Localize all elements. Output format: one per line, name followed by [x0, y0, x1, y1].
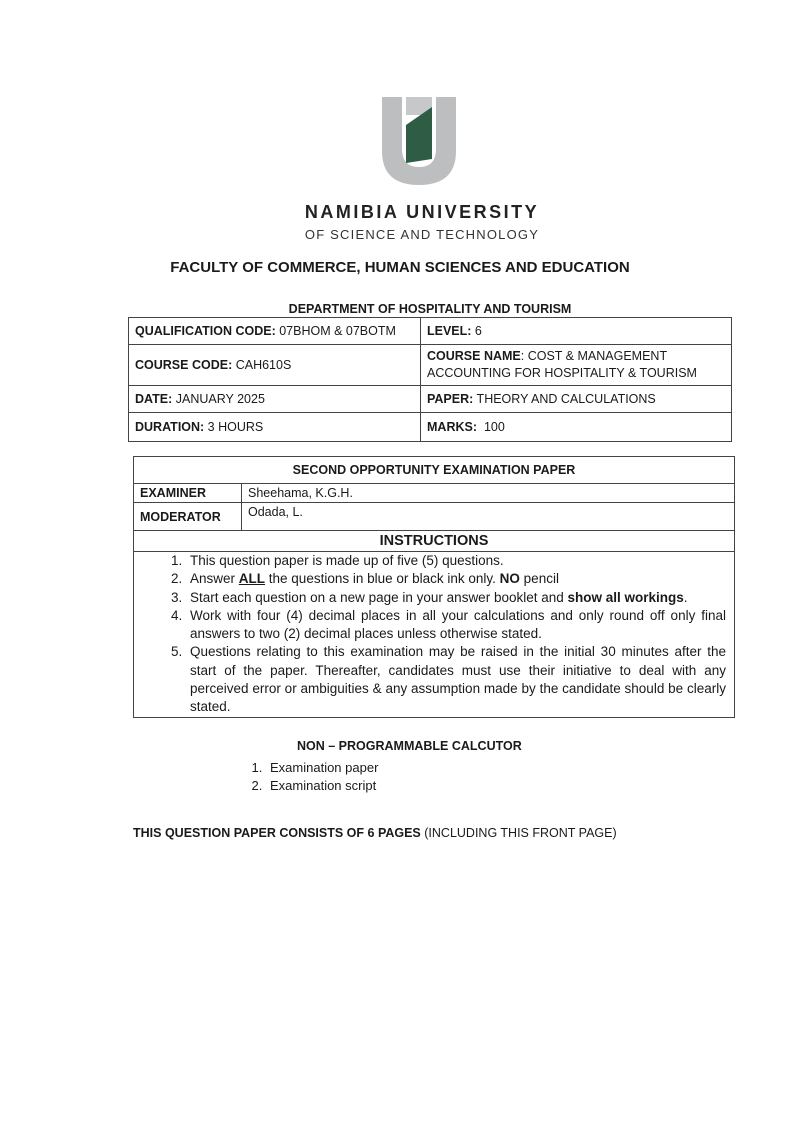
qualification-value: 07BHOM & 07BOTM	[275, 324, 396, 338]
qualification-cell	[129, 318, 421, 345]
duration-label: DURATION:	[135, 420, 205, 434]
calculator-note: NON – PROGRAMMABLE CALCUTOR	[297, 739, 522, 753]
examiner-value: Sheehama, K.G.H.	[242, 484, 735, 503]
university-name: NAMIBIA UNIVERSITY	[304, 202, 540, 222]
course-name-cell	[421, 345, 732, 386]
paper-label: PAPER:	[427, 392, 474, 406]
shield-logo-icon	[376, 93, 462, 189]
instruction-item: 4. Work with four (4) decimal places in all your calculations and only round off only final answers to two (2) decimal places unless otherwise stated.	[186, 607, 726, 644]
level-label: LEVEL:	[427, 324, 472, 338]
date-label: DATE:	[135, 392, 173, 406]
level-cell	[421, 318, 732, 345]
qualification-label: QUALIFICATION CODE:	[135, 324, 276, 338]
date-cell	[129, 386, 421, 413]
course-code-label: COURSE CODE:	[135, 357, 233, 372]
paper-cell	[421, 386, 732, 413]
page-count-note	[133, 826, 617, 840]
instruction-text: the questions in blue or black ink only.	[265, 571, 500, 587]
instructions-heading: INSTRUCTIONS	[134, 531, 735, 552]
department-heading: DEPARTMENT OF HOSPITALITY AND TOURISM	[288, 302, 572, 316]
instruction-item	[186, 570, 726, 588]
instruction-text: Answer	[190, 571, 239, 587]
instruction-item	[186, 589, 726, 607]
course-code-cell	[129, 345, 421, 386]
instruction-text: pencil	[519, 571, 559, 587]
instruction-text: Start each question on a new page in your answer booklet and	[190, 589, 568, 605]
instruction-emphasis: NO	[499, 571, 520, 587]
course-name-label: COURSE NAME	[427, 349, 521, 363]
marks-label: MARKS:	[427, 420, 477, 434]
material-item: 1. Examination paper	[266, 759, 378, 777]
paper-value: THEORY AND CALCULATIONS	[473, 392, 656, 406]
page-count-bold: THIS QUESTION PAPER CONSISTS OF 6 PAGES	[133, 826, 421, 840]
university-subtitle: OF SCIENCE AND TECHNOLOGY	[304, 227, 540, 242]
course-code-value: CAH610S	[232, 357, 292, 372]
date-value: JANUARY 2025	[172, 392, 265, 406]
course-name-value: : COST & MANAGEMENT ACCOUNTING FOR HOSPITALITY & TOURISM	[427, 349, 697, 380]
duration-cell	[129, 413, 421, 442]
exam-title: SECOND OPPORTUNITY EXAMINATION PAPER	[134, 457, 735, 484]
marks-value: 100	[477, 420, 505, 434]
level-value: 6	[471, 324, 482, 338]
duration-value: 3 HOURS	[204, 420, 264, 434]
university-logo	[376, 93, 462, 189]
instructions-list	[160, 552, 726, 717]
course-details-table	[128, 317, 732, 442]
page-count-normal: (INCLUDING THIS FRONT PAGE)	[420, 826, 617, 840]
marks-cell	[421, 413, 732, 442]
moderator-label: MODERATOR	[134, 503, 242, 531]
exam-info-table	[133, 456, 735, 718]
instruction-item: 1. This question paper is made up of five (5) questions.	[186, 552, 726, 570]
instruction-emphasis: show all workings	[567, 589, 684, 605]
material-item: 2. Examination script	[266, 777, 378, 795]
moderator-value: Odada, L.	[242, 503, 735, 531]
instruction-text: .	[683, 589, 688, 605]
examiner-label: EXAMINER	[134, 484, 242, 503]
faculty-heading: FACULTY OF COMMERCE, HUMAN SCIENCES AND EDUCATION	[170, 259, 630, 276]
instruction-item: 5. Questions relating to this examination may be raised in the initial 30 minutes after the start of the paper. Thereafter, candidates must use their initiative to deal with any perceived error or ambiguities & any assumption made by the candidate should be clearly stated.	[186, 643, 726, 716]
instructions-cell	[134, 552, 735, 718]
instruction-emphasis: ALL	[238, 571, 266, 587]
materials-list	[240, 759, 378, 795]
